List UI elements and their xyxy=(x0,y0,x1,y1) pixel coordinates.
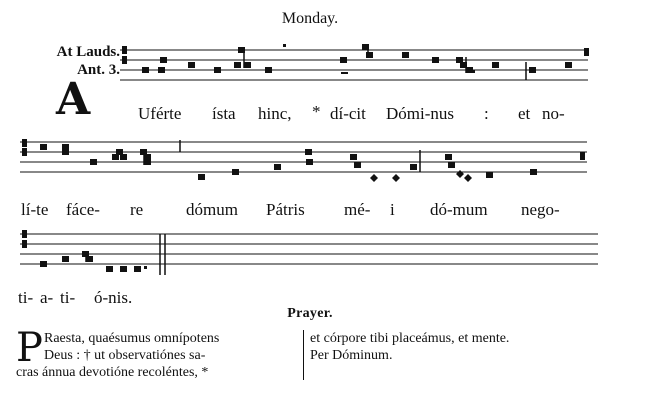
antiphon-number: Ant. 3. xyxy=(77,62,120,78)
antiphon-office: At Lauds. xyxy=(56,44,120,60)
lyric-syllable: * xyxy=(312,102,321,121)
chant-initial: A xyxy=(56,74,91,125)
lyric-syllable: Uférte xyxy=(138,104,182,123)
lyric-syllable: fáce- xyxy=(66,200,100,219)
prayer-line: Raesta, quaésumus omnípotens xyxy=(44,331,220,346)
lyric-syllable: re xyxy=(130,200,144,219)
lyric-syllable: : xyxy=(484,104,489,123)
lyric-syllable: hinc, xyxy=(258,104,292,123)
chant-staff-3 xyxy=(20,228,600,278)
lyric-syllable: i xyxy=(390,200,395,219)
lyric-syllable: ti- xyxy=(18,288,34,307)
lyric-syllable: dí-cit xyxy=(330,104,366,123)
lyric-syllable: mé- xyxy=(344,200,371,219)
column-divider xyxy=(303,330,304,380)
prayer-line: cras ánnua devotióne recoléntes, * xyxy=(16,365,209,380)
lyric-syllable: a- xyxy=(40,288,54,307)
prayer-line: Deus : † ut observatiónes sa- xyxy=(44,348,206,363)
prayer-column-1 xyxy=(16,330,300,381)
lyric-syllable: et xyxy=(518,104,531,123)
lyric-syllable: ó-nis. xyxy=(94,288,133,307)
page-heading: Monday. xyxy=(281,10,339,27)
lyric-syllable: Dómi-nus xyxy=(386,104,454,123)
prayer-heading: Prayer. xyxy=(287,306,333,321)
prayer-column-2 xyxy=(310,330,610,364)
lyric-syllable: lí-te xyxy=(21,200,49,219)
chant-staff-1 xyxy=(120,44,590,86)
lyric-syllable: dó-mum xyxy=(430,200,488,219)
lyric-syllable: ísta xyxy=(212,104,236,123)
do-clef xyxy=(122,46,127,54)
lyric-syllable: nego- xyxy=(521,200,560,219)
lyric-syllable: dómum xyxy=(186,200,238,219)
lyric-syllable: Pátris xyxy=(266,200,305,219)
chant-staff-2 xyxy=(20,138,590,190)
lyric-syllable: no- xyxy=(542,104,565,123)
prayer-initial: P xyxy=(16,325,43,371)
lyric-syllable: ti- xyxy=(60,288,76,307)
prayer-line: Per Dóminum. xyxy=(310,348,393,363)
prayer-line: et córpore tibi placeámus, et mente. xyxy=(310,331,510,346)
